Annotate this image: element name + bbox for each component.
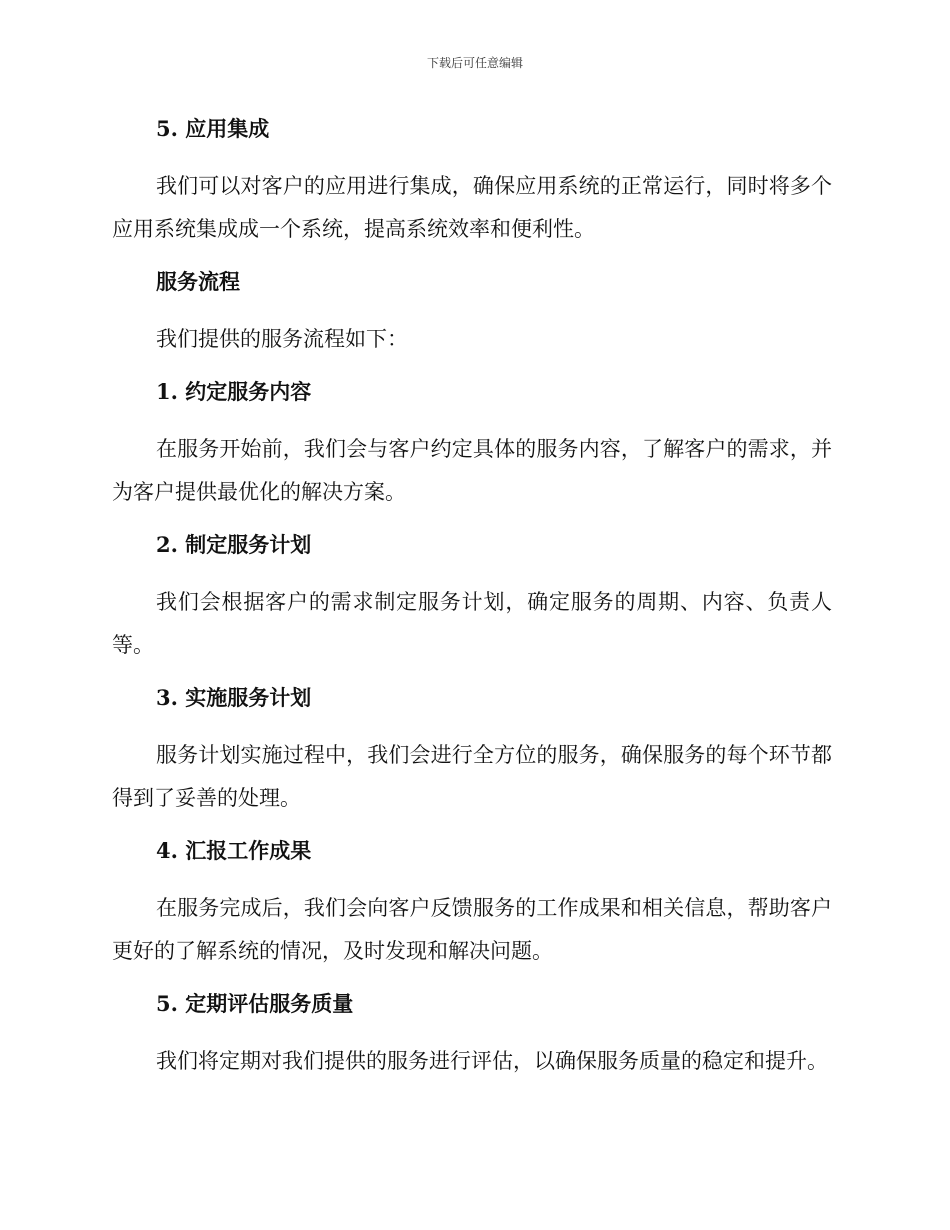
paragraph-app-integration: 我们可以对客户的应用进行集成，确保应用系统的正常运行，同时将多个应用系统集成成一个系统，提高系统效率和便利性。 [112, 174, 832, 241]
section-heading-make-plan: 2. 制定服务计划 [156, 532, 312, 557]
page-header: 下载后可任意编辑 [426, 56, 523, 70]
paragraph-evaluate-quality: 我们将定期对我们提供的服务进行评估，以确保服务质量的稳定和提升。 [156, 1049, 828, 1073]
paragraph-service-process-intro: 我们提供的服务流程如下： [156, 327, 408, 351]
section-heading-agree-content: 1. 约定服务内容 [156, 379, 312, 404]
paragraph-make-plan: 我们会根据客户的需求制定服务计划，确定服务的周期、内容、负责人等。 [112, 590, 832, 657]
section-heading-implement-plan: 3. 实施服务计划 [156, 685, 312, 710]
section-heading-service-process: 服务流程 [156, 269, 240, 294]
section-heading-evaluate-quality: 5. 定期评估服务质量 [156, 991, 354, 1016]
paragraph-report-results: 在服务完成后，我们会向客户反馈服务的工作成果和相关信息，帮助客户更好的了解系统的情况，及时发现和解决问题。 [112, 896, 832, 963]
section-heading-app-integration: 5. 应用集成 [156, 116, 270, 141]
section-heading-report-results: 4. 汇报工作成果 [156, 838, 312, 863]
paragraph-agree-content: 在服务开始前，我们会与客户约定具体的服务内容，了解客户的需求，并为客户提供最优化的解决方案。 [112, 437, 832, 504]
paragraph-implement-plan: 服务计划实施过程中，我们会进行全方位的服务，确保服务的每个环节都得到了妥善的处理。 [112, 743, 832, 810]
document-body [112, 112, 832, 1083]
